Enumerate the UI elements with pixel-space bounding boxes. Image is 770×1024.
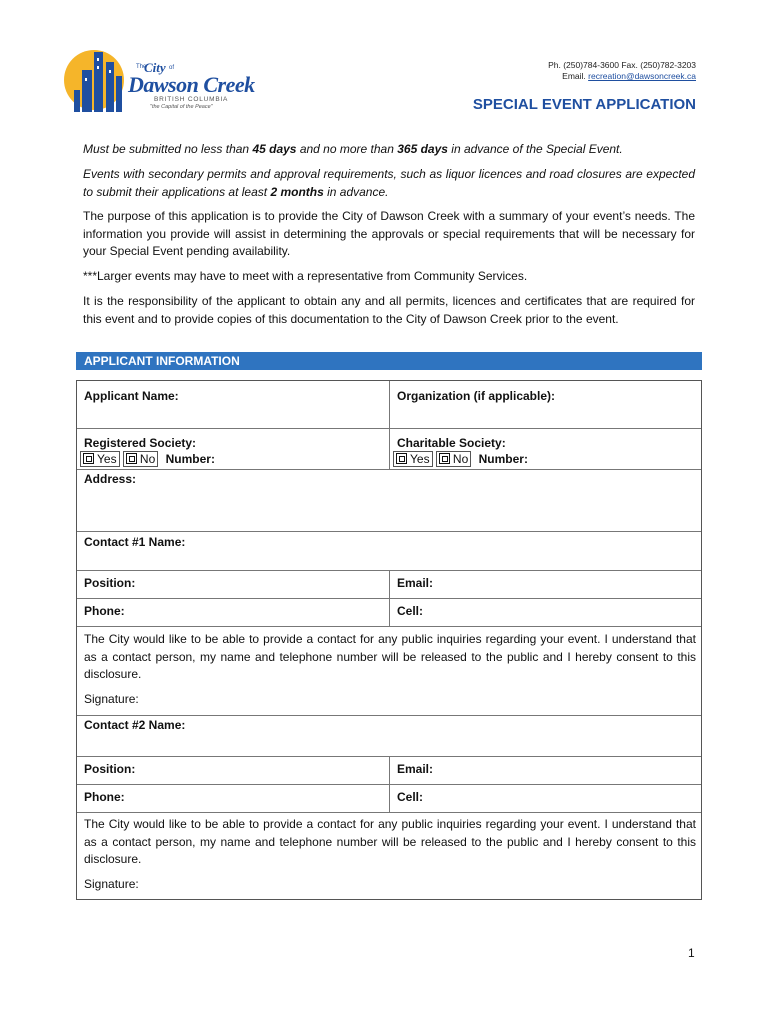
charitable-yes-option[interactable] xyxy=(393,451,433,467)
charitable-no-label: No xyxy=(452,452,469,466)
charitable-yes-label: Yes xyxy=(410,452,430,466)
email-link[interactable]: recreation@dawsoncreek.ca xyxy=(588,71,696,81)
intro-p2-a: Events with secondary permits and approval requirements, such as liquor licences and road closures are expected to submit their applications at least xyxy=(83,167,695,199)
email-prefix: Email. xyxy=(562,71,589,81)
page-number: 1 xyxy=(688,946,695,960)
contact2-position-label: Position: xyxy=(84,762,136,776)
contact1-name-label: Contact #1 Name: xyxy=(84,535,186,549)
contact2-phone-label: Phone: xyxy=(84,790,125,804)
registered-number-label: Number: xyxy=(165,452,215,466)
col-divider xyxy=(389,570,390,626)
registered-no-label: No xyxy=(139,452,156,466)
intro-larger-events-text: ***Larger events may have to meet with a representative from Community Services. xyxy=(83,269,528,283)
charitable-no-checkbox[interactable] xyxy=(439,453,450,464)
intro-p2-c: in advance. xyxy=(323,184,389,199)
row-divider xyxy=(77,715,701,716)
section-header-applicant: APPLICANT INFORMATION xyxy=(76,352,702,370)
logo-city-text: City xyxy=(144,60,166,75)
city-logo xyxy=(62,42,255,122)
contact1-consent-text: The City would like to be able to provide a contact for any public inquiries regarding your event. I understand that as a contact person, my name and telephone number will be released to the public and I hereby consent to this disclosure. xyxy=(84,632,696,681)
intro-responsibility xyxy=(83,293,695,328)
intro-p1-e: in advance of the Special Event. xyxy=(447,142,623,156)
email-line xyxy=(562,71,696,81)
logo-province-text: BRITISH COLUMBIA xyxy=(154,96,229,103)
logo-of-text: of xyxy=(169,65,175,71)
registered-yes-checkbox[interactable] xyxy=(83,453,94,464)
contact2-consent-text: The City would like to be able to provide a contact for any public inquiries regarding your event. I understand that as a contact person, my name and telephone number will be released to the public and I hereby consent to this disclosure. xyxy=(84,817,696,866)
col-divider xyxy=(389,381,390,469)
intro-p1-c: and no more than xyxy=(296,142,398,156)
registered-no-checkbox[interactable] xyxy=(126,453,137,464)
intro-purpose xyxy=(83,208,695,261)
page-title: SPECIAL EVENT APPLICATION xyxy=(472,96,696,113)
address-label: Address: xyxy=(84,472,137,486)
charitable-society-label: Charitable Society: xyxy=(397,436,506,450)
intro-deadline xyxy=(83,141,695,159)
registered-yes-label: Yes xyxy=(97,452,117,466)
logo-the-text: The xyxy=(136,64,147,70)
intro-purpose-text: The purpose of this application is to provide the City of Dawson Creek with a summary of your event’s needs. The information you provide will assist in determining the approvals or special requirements that will be necessary for your Special Event pending availability. xyxy=(83,209,695,258)
charitable-number-label: Number: xyxy=(478,452,528,466)
logo-tagline-text: "the Capital of the Peace" xyxy=(150,104,213,110)
applicant-name-label: Applicant Name: xyxy=(84,389,179,403)
row-divider xyxy=(77,626,701,627)
registered-society-label: Registered Society: xyxy=(84,436,197,450)
organization-label: Organization (if applicable): xyxy=(397,389,556,403)
contact1-cell-label: Cell: xyxy=(397,604,424,618)
intro-p2-months: 2 months xyxy=(270,184,324,199)
intro-secondary-permits xyxy=(83,166,695,201)
contact1-phone-label: Phone: xyxy=(84,604,125,618)
intro-p1-max-days: 365 days xyxy=(397,142,448,156)
row-divider xyxy=(77,812,701,813)
charitable-society-options xyxy=(393,452,528,466)
registered-no-option[interactable] xyxy=(123,451,158,467)
contact1-email-label: Email: xyxy=(397,576,434,590)
contact2-name-label: Contact #2 Name: xyxy=(84,718,186,732)
registered-society-options xyxy=(80,452,215,466)
intro-larger-events xyxy=(83,268,695,286)
contact2-signature-label: Signature: xyxy=(84,877,139,891)
col-divider xyxy=(389,756,390,812)
intro-p1-a: Must be submitted no less than xyxy=(83,142,253,156)
registered-yes-option[interactable] xyxy=(80,451,120,467)
intro-p1-min-days: 45 days xyxy=(252,142,297,156)
contact2-email-label: Email: xyxy=(397,762,434,776)
logo-name-text: Dawson Creek xyxy=(128,72,255,97)
row-divider xyxy=(77,531,701,532)
intro-responsibility-text: It is the responsibility of the applicant to obtain any and all permits, licences and certificates that are required for this event and to provide copies of this documentation to the City of Dawson Creek prior to the event. xyxy=(83,294,695,326)
applicant-form xyxy=(76,380,702,900)
phone-fax-line: Ph. (250)784-3600 Fax. (250)782-3203 xyxy=(548,60,696,70)
contact1-position-label: Position: xyxy=(84,576,136,590)
charitable-no-option[interactable] xyxy=(436,451,471,467)
contact2-cell-label: Cell: xyxy=(397,790,424,804)
charitable-yes-checkbox[interactable] xyxy=(396,453,407,464)
row-divider xyxy=(77,469,701,470)
contact1-signature-label: Signature: xyxy=(84,692,139,706)
